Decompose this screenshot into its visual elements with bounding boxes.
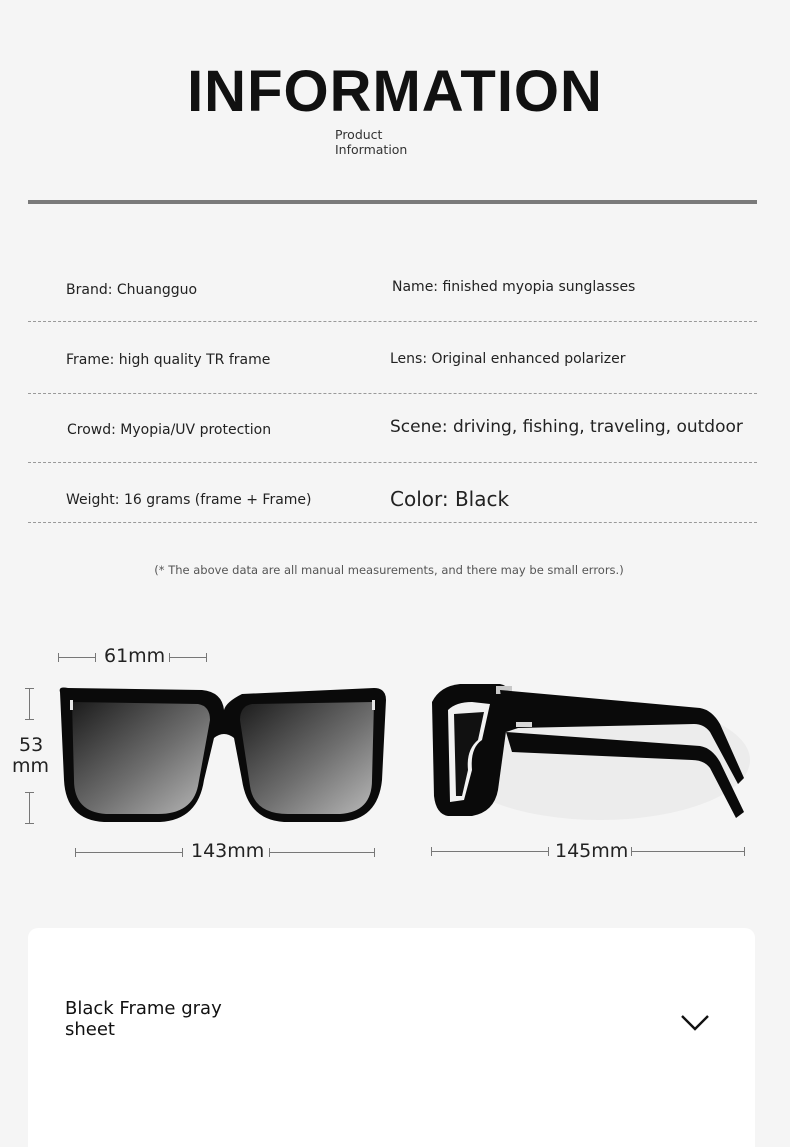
frame-width-line-right: [269, 852, 375, 853]
lens-height-unit: mm: [12, 755, 50, 777]
lens-height-value: 53: [19, 734, 44, 756]
spec-name: Name: finished myopia sunglasses: [392, 279, 636, 295]
subtitle-line-1: Product: [335, 127, 383, 142]
variant-label[interactable]: Black Frame gray sheet: [65, 998, 222, 1040]
spec-lens: Lens: Original enhanced polarizer: [390, 351, 626, 367]
lens-height-line-bottom: [29, 792, 30, 824]
temple-length-line-right: [631, 851, 745, 852]
row-divider: [28, 522, 757, 523]
spec-brand: Brand: Chuangguo: [66, 282, 198, 298]
temple-length-line-left: [431, 851, 549, 852]
lens-width-line-left: [58, 657, 96, 658]
temple-length-label: 145mm: [555, 840, 629, 862]
row-divider: [28, 462, 757, 463]
spec-frame: Frame: high quality TR frame: [66, 352, 271, 368]
spec-color: Color: Black: [390, 487, 510, 511]
spec-weight: Weight: 16 grams (frame + Frame): [66, 492, 312, 508]
chevron-down-icon[interactable]: [680, 1012, 710, 1032]
page-subtitle: [335, 127, 435, 157]
page-title: INFORMATION: [187, 59, 603, 124]
header-divider: [28, 200, 757, 204]
lens-width-line-right: [169, 657, 207, 658]
lens-height-line-top: [29, 688, 30, 720]
row-divider: [28, 321, 757, 322]
measurement-note: (* The above data are all manual measurements, and there may be small errors.): [154, 563, 624, 577]
spec-scene: Scene: driving, fishing, traveling, outdoor: [390, 417, 743, 437]
side-view-sunglasses-image: [400, 640, 760, 840]
front-view-sunglasses-image: [52, 680, 392, 830]
row-divider: [28, 393, 757, 394]
frame-width-label: 143mm: [191, 840, 265, 862]
frame-width-line-left: [75, 852, 183, 853]
subtitle-line-2: Information: [335, 142, 408, 157]
spec-crowd: Crowd: Myopia/UV protection: [67, 422, 272, 438]
lens-width-label: 61mm: [104, 645, 166, 667]
